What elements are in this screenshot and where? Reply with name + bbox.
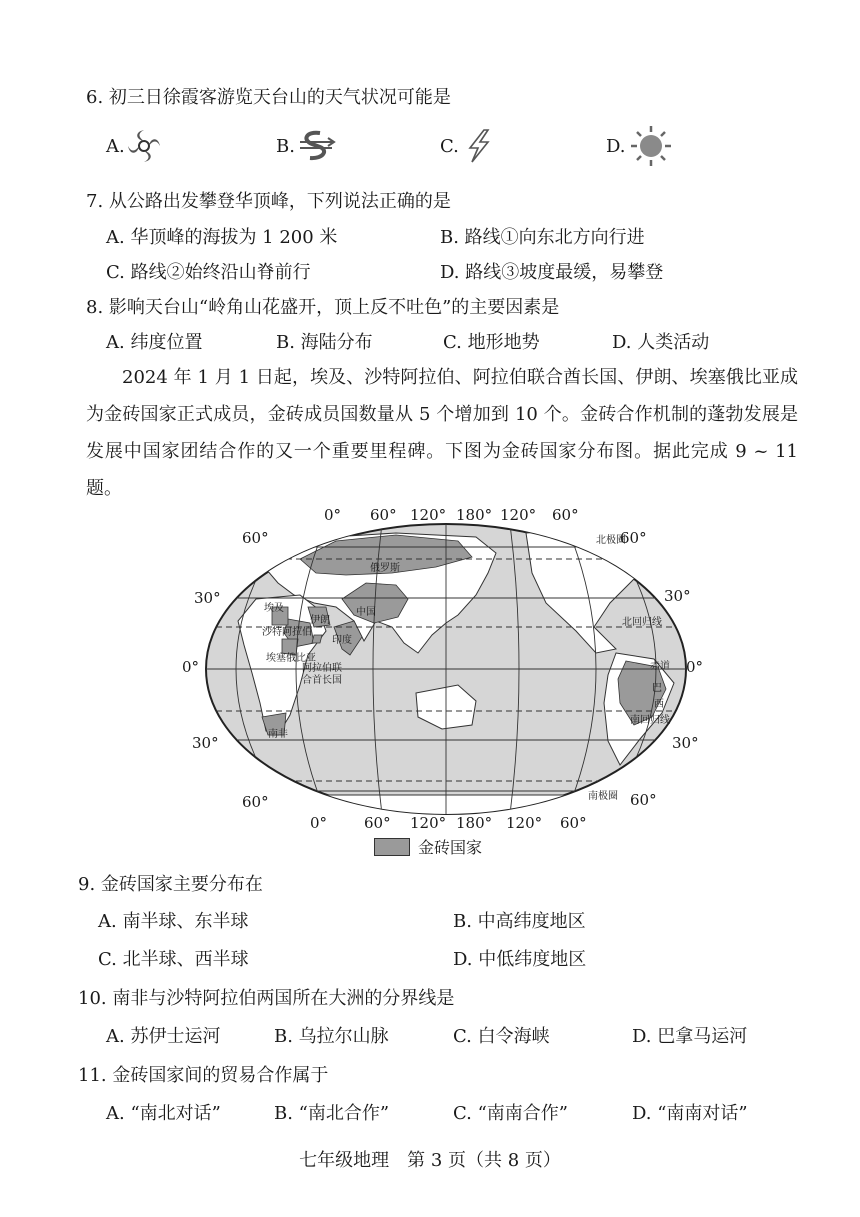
label-egypt: 埃及 [264, 603, 284, 614]
q8-option-b[interactable]: B. 海陆分布 [276, 332, 373, 353]
q6-stem: 6. 初三日徐霞客游览天台山的天气状况可能是 [86, 87, 451, 108]
label-china: 中国 [356, 607, 376, 618]
q9-option-c[interactable]: C. 北半球、西半球 [98, 949, 249, 970]
q7-option-d[interactable]: D. 路线③坡度最缓，易攀登 [440, 262, 664, 283]
q10-option-c[interactable]: C. 白令海峡 [453, 1026, 550, 1047]
lat-label-left: 0° [182, 658, 200, 676]
lat-label-left: 60° [242, 529, 269, 547]
lat-label-left: 30° [194, 589, 221, 607]
option-letter: B. [276, 136, 295, 157]
q7-option-c[interactable]: C. 路线②始终沿山脊前行 [106, 262, 311, 283]
sunny-icon [628, 124, 674, 168]
label-brazil-1: 巴 [652, 683, 662, 694]
q10-option-b[interactable]: B. 乌拉尔山脉 [274, 1026, 389, 1047]
label-russia: 俄罗斯 [370, 563, 400, 574]
lat-label-left: 30° [192, 734, 219, 752]
lon-label-bottom: 60° [560, 814, 587, 832]
q10-option-a[interactable]: A. 苏伊士运河 [106, 1026, 221, 1047]
q8-stem: 8. 影响天台山“岭角山花盛开，顶上反不吐色”的主要因素是 [86, 297, 560, 318]
legend-swatch [374, 838, 410, 856]
option-letter: C. [440, 136, 459, 157]
q11-option-b[interactable]: B. “南北合作” [274, 1103, 390, 1124]
lat-label-right: 0° [686, 658, 704, 676]
q6-option-c[interactable] [440, 128, 510, 164]
sandstorm-icon [296, 128, 336, 164]
lon-label-bottom: 120° [506, 814, 543, 832]
typhoon-icon [126, 128, 162, 164]
lat-label-left: 60° [242, 793, 269, 811]
label-brazil-2: 西 [654, 699, 664, 710]
material-paragraph: 2024 年 1 月 1 日起，埃及、沙特阿拉伯、阿拉伯联合酋长国、伊朗、埃塞俄比亚成为金砖国家正式成员，金砖成员国数量从 5 个增加到 10 个。金砖合作机制的蓬勃发展是发展中国家团结合作的又一个重要里程碑。下图为金砖国家分布图。据此完成 9 ~ 11 题。 [86, 367, 798, 499]
option-letter: A. [106, 136, 125, 157]
q7-option-a[interactable]: A. 华顶峰的海拔为 1 200 米 [106, 227, 338, 248]
label-south-africa: 南非 [268, 729, 288, 740]
lon-label-top: 180° [456, 506, 493, 524]
lat-label-right: 30° [664, 587, 691, 605]
lon-label-top: 120° [500, 506, 537, 524]
lon-label-bottom: 60° [364, 814, 391, 832]
brics-map [182, 503, 704, 865]
label-saudi: 沙特阿拉伯 [262, 627, 312, 638]
label-arctic-circle: 北极圈 [596, 535, 626, 546]
q6-option-b[interactable] [276, 128, 346, 164]
label-ethiopia: 埃塞俄比亚 [266, 653, 316, 664]
q6-option-a[interactable] [106, 128, 176, 164]
option-letter: D. [606, 136, 626, 157]
q9-option-a[interactable]: A. 南半球、东半球 [98, 911, 249, 932]
lon-label-top: 60° [552, 506, 579, 524]
q11-option-d[interactable]: D. “南南对话” [632, 1103, 748, 1124]
label-equator: 赤道 [650, 661, 670, 672]
uae-shape [312, 635, 322, 643]
q9-option-d[interactable]: D. 中低纬度地区 [453, 949, 587, 970]
q8-option-d[interactable]: D. 人类活动 [612, 332, 710, 353]
q9-option-b[interactable]: B. 中高纬度地区 [453, 911, 586, 932]
label-iran: 伊朗 [310, 615, 330, 626]
q8-option-c[interactable]: C. 地形地势 [443, 332, 540, 353]
page-footer: 七年级地理 第 3 页（共 8 页） [299, 1150, 561, 1171]
lon-label-top: 60° [370, 506, 397, 524]
q6-option-d[interactable] [606, 128, 686, 164]
q7-option-b[interactable]: B. 路线①向东北方向行进 [440, 227, 645, 248]
lon-label-top: 0° [324, 506, 342, 524]
q11-stem: 11. 金砖国家间的贸易合作属于 [78, 1065, 329, 1086]
lat-label-right: 30° [672, 734, 699, 752]
map-graphic [196, 503, 696, 865]
q11-option-c[interactable]: C. “南南合作” [453, 1103, 568, 1124]
label-antarctic-circle: 南极圈 [588, 791, 618, 802]
q11-option-a[interactable]: A. “南北对话” [106, 1103, 221, 1124]
q8-option-a[interactable]: A. 纬度位置 [106, 332, 203, 353]
lon-label-bottom: 120° [410, 814, 447, 832]
lat-label-right: 60° [620, 529, 647, 547]
q10-option-d[interactable]: D. 巴拿马运河 [632, 1026, 748, 1047]
lon-label-bottom: 0° [310, 814, 328, 832]
legend-label: 金砖国家 [418, 838, 483, 857]
lon-label-bottom: 180° [456, 814, 493, 832]
label-uae-line2: 合首长国 [302, 675, 342, 686]
label-india: 印度 [332, 635, 352, 646]
label-tropic-of-cancer: 北回归线 [622, 617, 662, 628]
label-uae-line1: 阿拉伯联 [302, 663, 342, 674]
lat-label-right: 60° [630, 791, 657, 809]
q9-stem: 9. 金砖国家主要分布在 [78, 874, 263, 895]
lon-label-top: 120° [410, 506, 447, 524]
lightning-icon [460, 128, 496, 164]
label-tropic-of-capricorn: 南回归线 [630, 715, 670, 726]
q10-stem: 10. 南非与沙特阿拉伯两国所在大洲的分界线是 [78, 988, 455, 1009]
q7-stem: 7. 从公路出发攀登华顶峰，下列说法正确的是 [86, 191, 451, 212]
